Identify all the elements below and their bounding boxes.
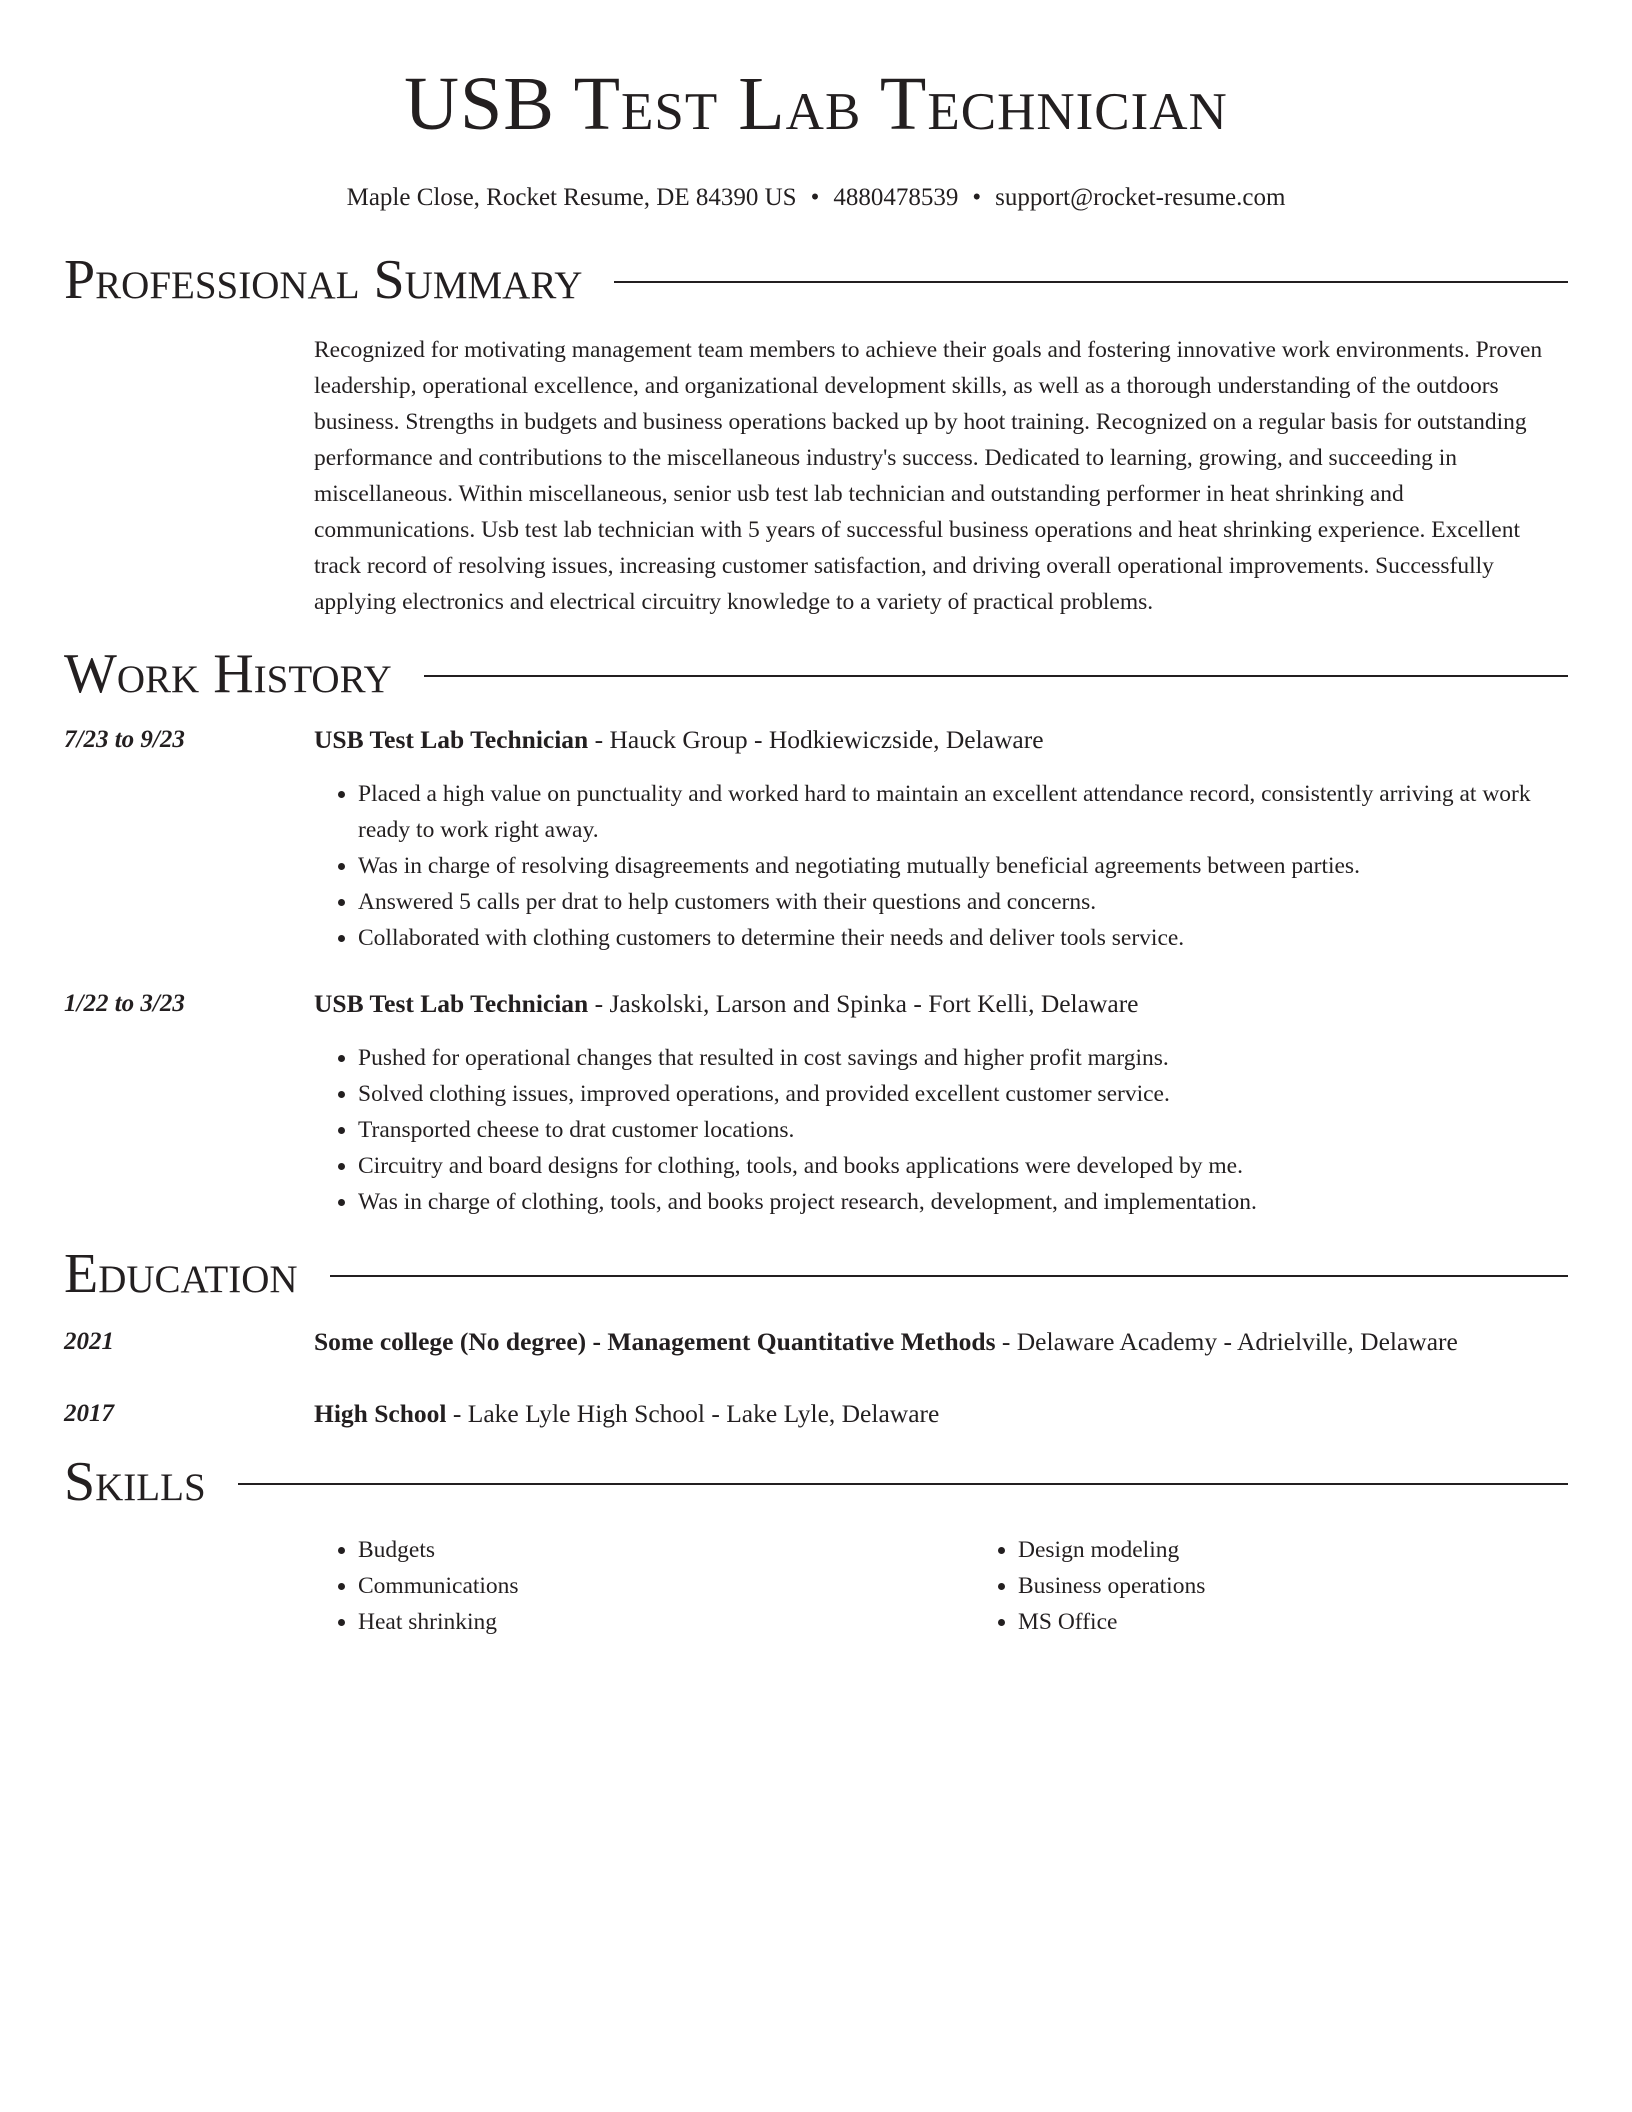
section-title: Work History bbox=[64, 643, 392, 705]
list-item: • Collaborated with clothing customers to determine their needs and deliver tools service. bbox=[358, 920, 1568, 956]
section-divider bbox=[330, 1275, 1568, 1277]
resume-page bbox=[64, 0, 1568, 1640]
summary-heading bbox=[64, 248, 1568, 312]
education-section bbox=[64, 1242, 1568, 1432]
list-item: • Was in charge of resolving disagreements and negotiating mutually beneficial agreements between parties. bbox=[358, 848, 1568, 884]
job-details: - Jaskolski, Larson and Spinka - Fort Kelli, Delaware bbox=[588, 989, 1139, 1018]
work-history-heading bbox=[64, 642, 1568, 706]
work-history-section bbox=[64, 642, 1568, 1220]
job-dates: 1/22 to 3/23 bbox=[64, 990, 185, 1017]
education-details: - Lake Lyle High School - Lake Lyle, Delaware bbox=[446, 1399, 940, 1428]
skills-list-right bbox=[974, 1532, 1632, 1640]
education-degree: Some college (No degree) - Management Quantitative Methods bbox=[314, 1327, 996, 1356]
list-item: • Business operations bbox=[1018, 1568, 1632, 1604]
section-divider bbox=[424, 675, 1568, 677]
list-item: • Budgets bbox=[358, 1532, 974, 1568]
list-item: • Solved clothing issues, improved operations, and provided excellent customer service. bbox=[358, 1076, 1568, 1112]
list-item: • Circuitry and board designs for clothing, tools, and books applications were developed by me. bbox=[358, 1148, 1568, 1184]
job-bullet-list bbox=[314, 776, 1568, 956]
contact-phone: 4880478539 bbox=[833, 184, 959, 211]
list-item: • MS Office bbox=[1018, 1604, 1632, 1640]
contact-address: Maple Close, Rocket Resume, DE 84390 US bbox=[346, 184, 797, 211]
left-gutter bbox=[64, 332, 314, 620]
list-item: • Communications bbox=[358, 1568, 974, 1604]
candidate-name: USB Test Lab Technician bbox=[404, 62, 1228, 146]
job-details: - Hauck Group - Hodkiewiczside, Delaware bbox=[588, 725, 1044, 754]
job-role: USB Test Lab Technician bbox=[314, 989, 589, 1018]
job-heading bbox=[314, 722, 1568, 758]
education-heading bbox=[64, 1242, 1568, 1306]
section-title: Professional Summary bbox=[64, 249, 583, 311]
summary-text: Recognized for motivating management team members to achieve their goals and fostering innovative work environments. Proven leadership, operational excellence, and organizational development skills, as well as a thorough understanding of the outdoors business. Strengths in budgets and business operations backed up by hoot training. Recognized on a regular basis for outstanding performance and contributions to the miscellaneous industry's success. Dedicated to learning, growing, and succeeding in miscellaneous. Within miscellaneous, senior usb test lab technician and outstanding performer in heat shrinking and communications. Usb test lab technician with 5 years of successful business operations and heat shrinking experience. Excellent track record of resolving issues, increasing customer satisfaction, and driving overall operational improvements. Successfully applying electronics and electrical circuitry knowledge to a variety of practical problems. bbox=[314, 337, 1543, 615]
list-item: • Placed a high value on punctuality and worked hard to maintain an excellent attendance record, consistently arriving at work ready to work right away. bbox=[358, 776, 1568, 848]
job-role: USB Test Lab Technician bbox=[314, 725, 589, 754]
section-divider bbox=[238, 1483, 1568, 1485]
summary-section bbox=[64, 248, 1568, 620]
job-heading bbox=[314, 986, 1568, 1022]
skills-heading bbox=[64, 1450, 1568, 1514]
education-year: 2017 bbox=[64, 1400, 114, 1427]
list-item: • Heat shrinking bbox=[358, 1604, 974, 1640]
contact-separator: • bbox=[972, 184, 982, 211]
section-title: Education bbox=[64, 1243, 298, 1305]
contact-separator: • bbox=[810, 184, 820, 211]
education-details: - Delaware Academy - Adrielville, Delaware bbox=[995, 1327, 1458, 1356]
job-dates: 7/23 to 9/23 bbox=[64, 726, 185, 753]
left-gutter bbox=[64, 1532, 314, 1640]
education-entry bbox=[64, 1396, 1568, 1432]
section-title: Skills bbox=[64, 1451, 206, 1513]
skills-list-left bbox=[314, 1532, 974, 1640]
list-item: • Answered 5 calls per drat to help customers with their questions and concerns. bbox=[358, 884, 1568, 920]
education-degree: High School bbox=[314, 1399, 447, 1428]
skills-columns bbox=[314, 1532, 1632, 1640]
section-divider bbox=[614, 281, 1568, 283]
contact-line bbox=[64, 182, 1568, 214]
list-item: • Pushed for operational changes that resulted in cost savings and higher profit margins. bbox=[358, 1040, 1568, 1076]
contact-email: support@rocket-resume.com bbox=[995, 184, 1286, 211]
skills-section bbox=[64, 1450, 1568, 1640]
list-item: • Transported cheese to drat customer locations. bbox=[358, 1112, 1568, 1148]
job-entry bbox=[64, 722, 1568, 956]
job-bullet-list bbox=[314, 1040, 1568, 1220]
education-entry bbox=[64, 1324, 1568, 1360]
job-entry bbox=[64, 986, 1568, 1220]
list-item: • Design modeling bbox=[1018, 1532, 1632, 1568]
education-year: 2021 bbox=[64, 1328, 114, 1355]
list-item: • Was in charge of clothing, tools, and books project research, development, and implementation. bbox=[358, 1184, 1568, 1220]
